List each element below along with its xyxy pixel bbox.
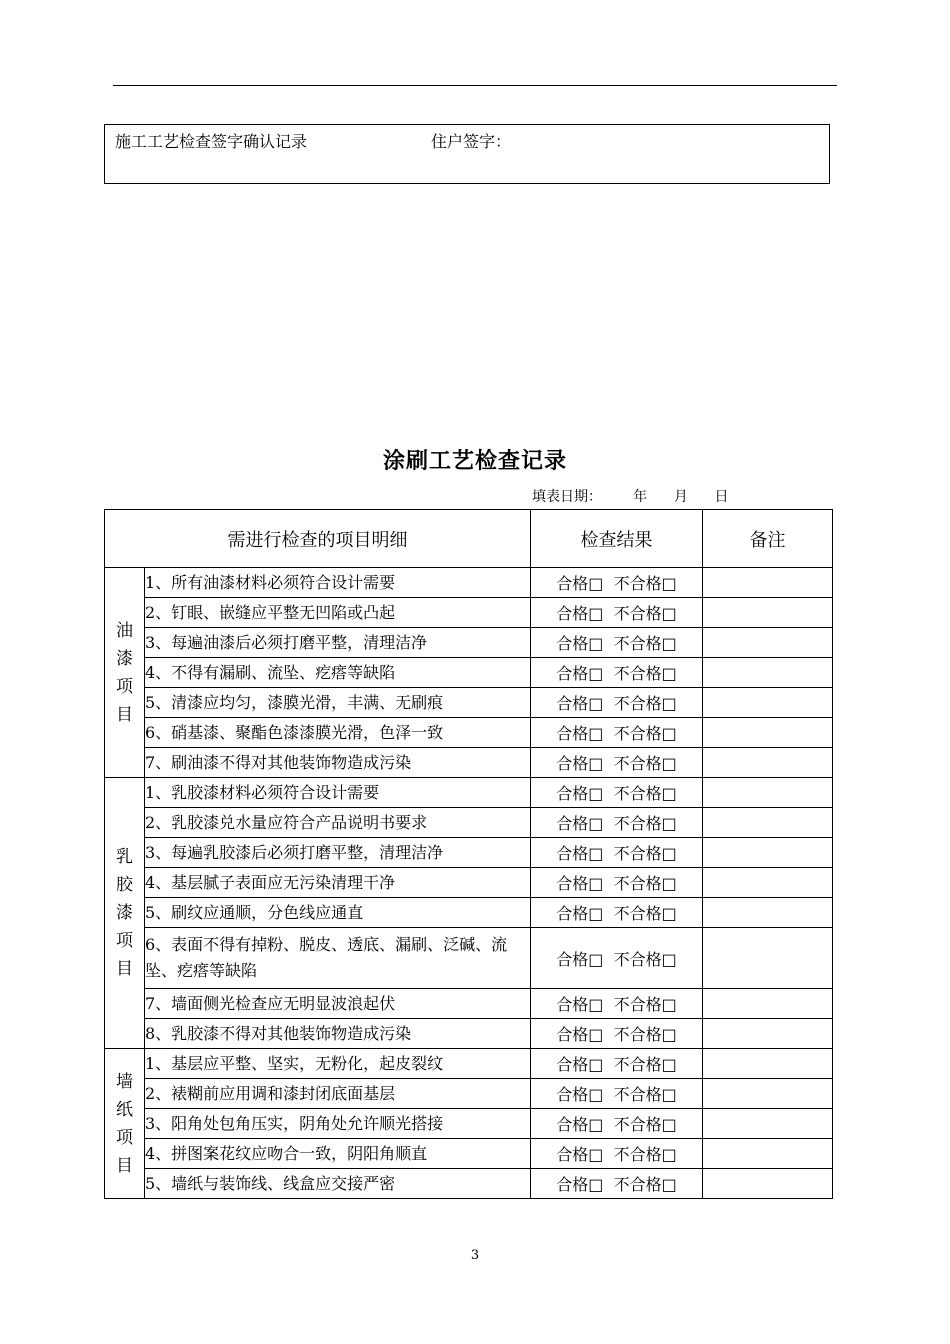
check-item: 4、不得有漏刷、流坠、疙瘩等缺陷 (145, 658, 531, 688)
check-item: 7、刷油漆不得对其他装饰物造成污染 (145, 748, 531, 778)
note-cell[interactable] (703, 778, 833, 808)
header-rule (113, 85, 837, 86)
table-row (105, 658, 833, 688)
check-item: 6、硝基漆、聚酯色漆漆膜光滑，色泽一致 (145, 718, 531, 748)
category-cell-paint: 油 漆 项 目 (105, 568, 145, 778)
header-note: 备注 (703, 510, 833, 568)
note-cell[interactable] (703, 1109, 833, 1139)
result-cell[interactable]: 合格□ 不合格□ (531, 1139, 703, 1169)
result-cell[interactable]: 合格□ 不合格□ (531, 1049, 703, 1079)
header-result: 检查结果 (531, 510, 703, 568)
note-cell[interactable] (703, 868, 833, 898)
check-item: 2、钉眼、嵌缝应平整无凹陷或凸起 (145, 598, 531, 628)
inspection-table (104, 509, 833, 1199)
result-cell[interactable]: 合格□ 不合格□ (531, 928, 703, 989)
note-cell[interactable] (703, 598, 833, 628)
note-cell[interactable] (703, 718, 833, 748)
result-cell[interactable]: 合格□ 不合格□ (531, 718, 703, 748)
result-cell[interactable]: 合格□ 不合格□ (531, 628, 703, 658)
check-item: 3、阳角处包角压实，阴角处允许顺光搭接 (145, 1109, 531, 1139)
note-cell[interactable] (703, 658, 833, 688)
table-row (105, 568, 833, 598)
check-item: 1、基层应平整、坚实，无粉化，起皮裂纹 (145, 1049, 531, 1079)
document-title: 涂刷工艺检查记录 (382, 448, 567, 474)
result-cell[interactable]: 合格□ 不合格□ (531, 688, 703, 718)
table-row (105, 898, 833, 928)
note-cell[interactable] (703, 1079, 833, 1109)
note-cell[interactable] (703, 748, 833, 778)
check-item: 8、乳胶漆不得对其他装饰物造成污染 (145, 1019, 531, 1049)
table-row (105, 989, 833, 1019)
note-cell[interactable] (703, 1049, 833, 1079)
table-row (105, 628, 833, 658)
check-item: 3、每遍乳胶漆后必须打磨平整，清理洁净 (145, 838, 531, 868)
table-row (105, 598, 833, 628)
result-cell[interactable]: 合格□ 不合格□ (531, 989, 703, 1019)
check-item: 2、乳胶漆兑水量应符合产品说明书要求 (145, 808, 531, 838)
note-cell[interactable] (703, 688, 833, 718)
signature-box (104, 124, 830, 184)
table-row (105, 1049, 833, 1079)
table-row (105, 838, 833, 868)
table-row (105, 1139, 833, 1169)
table-row (105, 928, 833, 989)
check-item: 4、基层腻子表面应无污染清理干净 (145, 868, 531, 898)
check-item: 5、清漆应均匀，漆膜光滑，丰满、无刷痕 (145, 688, 531, 718)
result-cell[interactable]: 合格□ 不合格□ (531, 568, 703, 598)
table-row (105, 718, 833, 748)
result-cell[interactable]: 合格□ 不合格□ (531, 748, 703, 778)
table-row (105, 748, 833, 778)
table-row (105, 808, 833, 838)
result-cell[interactable]: 合格□ 不合格□ (531, 838, 703, 868)
result-cell[interactable]: 合格□ 不合格□ (531, 1109, 703, 1139)
table-row (105, 1019, 833, 1049)
owner-signature-label: 住户签字： (431, 132, 512, 151)
table-row (105, 1169, 833, 1199)
page-number: 3 (470, 1248, 480, 1263)
note-cell[interactable] (703, 808, 833, 838)
check-item: 5、刷纹应通顺，分色线应通直 (145, 898, 531, 928)
note-cell[interactable] (703, 928, 833, 989)
result-cell[interactable]: 合格□ 不合格□ (531, 1079, 703, 1109)
signature-box-title: 施工工艺检查签字确认记录 (115, 132, 308, 151)
check-item: 4、拼图案花纹应吻合一致，阴阳角顺直 (145, 1139, 531, 1169)
table-row (105, 1079, 833, 1109)
check-item: 7、墙面侧光检查应无明显波浪起伏 (145, 989, 531, 1019)
table-row (105, 778, 833, 808)
result-cell[interactable]: 合格□ 不合格□ (531, 598, 703, 628)
note-cell[interactable] (703, 898, 833, 928)
result-cell[interactable]: 合格□ 不合格□ (531, 868, 703, 898)
note-cell[interactable] (703, 1169, 833, 1199)
result-cell[interactable]: 合格□ 不合格□ (531, 898, 703, 928)
header-items: 需进行检查的项目明细 (105, 510, 531, 568)
check-item: 1、乳胶漆材料必须符合设计需要 (145, 778, 531, 808)
category-cell-wallpaper: 墙 纸 项 目 (105, 1049, 145, 1199)
check-item: 3、每遍油漆后必须打磨平整，清理洁净 (145, 628, 531, 658)
note-cell[interactable] (703, 989, 833, 1019)
note-cell[interactable] (703, 1139, 833, 1169)
check-item: 6、表面不得有掉粉、脱皮、透底、漏刷、泛碱、流坠、疙瘩等缺陷 (145, 928, 531, 989)
note-cell[interactable] (703, 568, 833, 598)
check-item: 2、裱糊前应用调和漆封闭底面基层 (145, 1079, 531, 1109)
note-cell[interactable] (703, 838, 833, 868)
note-cell[interactable] (703, 628, 833, 658)
table-row (105, 688, 833, 718)
result-cell[interactable]: 合格□ 不合格□ (531, 778, 703, 808)
check-item: 1、所有油漆材料必须符合设计需要 (145, 568, 531, 598)
table-row (105, 868, 833, 898)
result-cell[interactable]: 合格□ 不合格□ (531, 658, 703, 688)
category-cell-latex: 乳 胶 漆 项 目 (105, 778, 145, 1049)
result-cell[interactable]: 合格□ 不合格□ (531, 1169, 703, 1199)
note-cell[interactable] (703, 1019, 833, 1049)
result-cell[interactable]: 合格□ 不合格□ (531, 808, 703, 838)
fill-date-line: 填表日期： 年 月 日 (532, 489, 729, 505)
result-cell[interactable]: 合格□ 不合格□ (531, 1019, 703, 1049)
check-item: 5、墙纸与装饰线、线盒应交接严密 (145, 1169, 531, 1199)
table-row (105, 1109, 833, 1139)
